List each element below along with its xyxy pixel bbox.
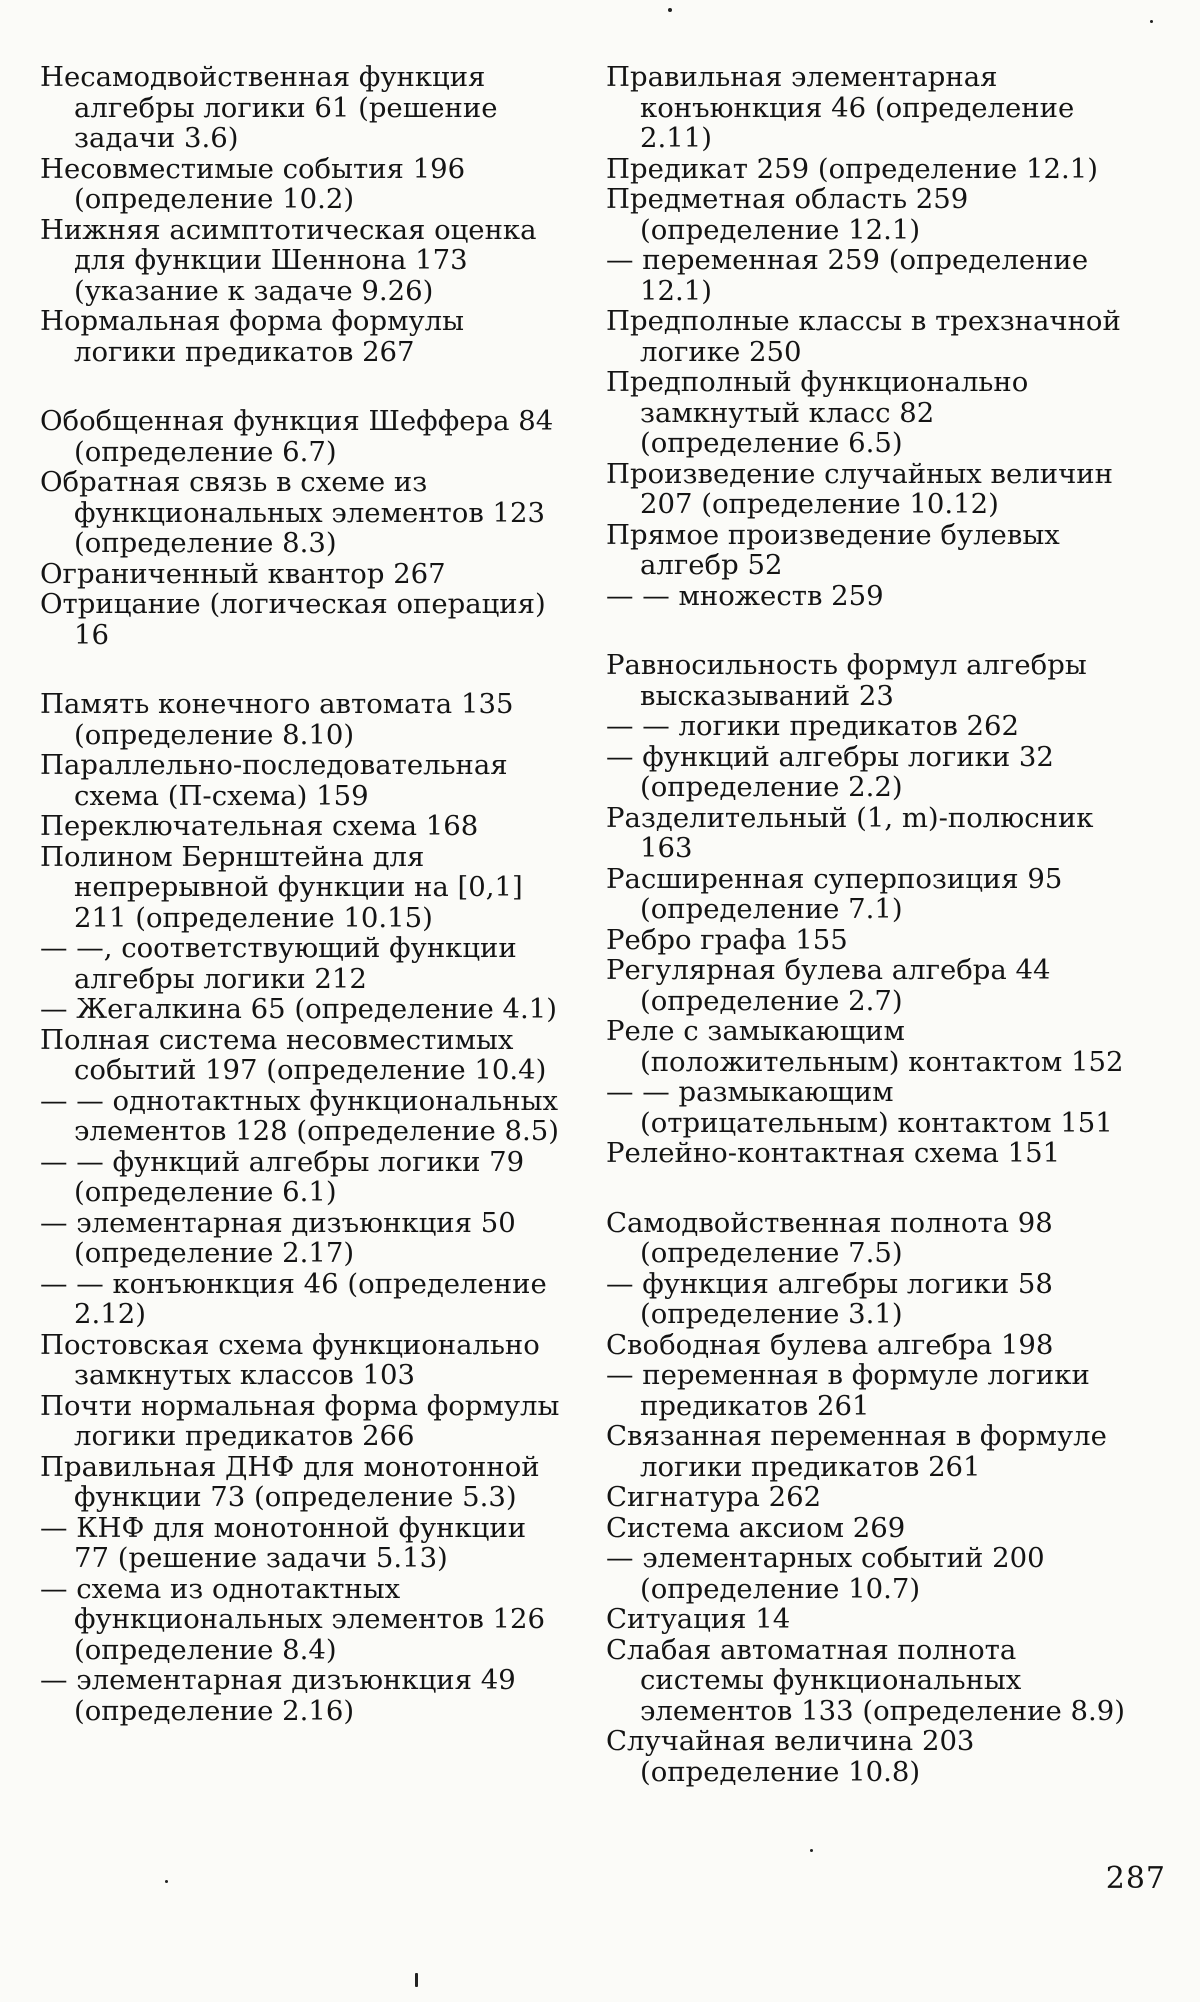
scan-speck [415, 1973, 418, 1987]
index-group [40, 62, 560, 367]
index-entry: Произведение случайных величин 207 (определение 10.12) [606, 457, 1113, 520]
index-entry: Разделительный (1, m)-полюсник 163 [606, 801, 1094, 864]
index-entry: — переменная 259 (определение 12.1) [606, 244, 1089, 307]
index-entry: Предполный функционально замкнутый класс 82 (определение 6.5) [606, 366, 1029, 459]
index-entry: — Жегалкина 65 (определение 4.1) [40, 993, 557, 1025]
index-entry: Память конечного автомата 135 (определение 8.10) [40, 688, 514, 751]
index-entry: — элементарных событий 200 (определение 10.7) [606, 1542, 1045, 1605]
right-column [606, 62, 1126, 1826]
index-entry: Самодвойственная полнота 98 (определение 7.5) [606, 1206, 1053, 1269]
index-entry: Отрицание (логическая операция) 16 [40, 588, 546, 651]
index-entry: Предметная область 259 (определение 12.1) [606, 183, 969, 246]
index-entry: Ребро графа 155 [606, 923, 848, 956]
index-entry: Параллельно-последовательная схема (П-схема) 159 [40, 749, 508, 812]
index-entry: — КНФ для монотонной функции 77 (решение задачи 5.13) [40, 1511, 527, 1574]
index-entry: Равносильность формул алгебры высказываний 23 [606, 649, 1087, 712]
index-entry: — — множеств 259 [606, 579, 884, 612]
scan-speck [1150, 20, 1153, 23]
index-entry: Правильная ДНФ для монотонной функции 73 (определение 5.3) [40, 1450, 540, 1513]
index-entry: Обобщенная функция Шеффера 84 (определение 6.7) [40, 405, 554, 468]
index-entry: — — функций алгебры логики 79 (определение 6.1) [40, 1145, 525, 1208]
index-entry: — — однотактных функциональных элементов 128 (определение 8.5) [40, 1084, 559, 1147]
index-group [606, 62, 1126, 611]
index-entry: Полная система несовместимых событий 197 (определение 10.4) [40, 1023, 547, 1086]
index-entry: Ситуация 14 [606, 1603, 791, 1635]
index-entry: Нижняя асимптотическая оценка для функции Шеннона 173 (указание к задаче 9.26) [40, 213, 537, 307]
index-entry: Регулярная булева алгебра 44 (определение 2.7) [606, 954, 1051, 1017]
index-entry: — переменная в формуле логики предикатов 261 [606, 1359, 1090, 1422]
index-entry: — элементарная дизъюнкция 49 (определение 2.16) [40, 1664, 516, 1727]
index-entry: Постовская схема функционально замкнутых классов 103 [40, 1328, 540, 1391]
index-entry: Обратная связь в схеме из функциональных элементов 123 (определение 8.3) [40, 466, 546, 559]
index-entry: — — логики предикатов 262 [606, 710, 1020, 742]
index-entry: — — размыкающим (отрицательным) контактом 151 [606, 1076, 1113, 1139]
index-entry: — —, соответствующий функции алгебры логики 212 [40, 932, 517, 995]
index-group [40, 406, 560, 650]
index-entry: — функций алгебры логики 32 (определение 2.2) [606, 740, 1054, 803]
page-number: 287 [1105, 1861, 1166, 1896]
scan-speck [165, 1880, 168, 1883]
index-entry: — функция алгебры логики 58 (определение 3.1) [606, 1267, 1053, 1330]
left-column [40, 62, 560, 1765]
index-entry: Несовместимые события 196 (определение 10.2) [40, 152, 466, 215]
index-entry: Ограниченный квантор 267 [40, 557, 446, 590]
index-entry: Почти нормальная форма формулы логики предикатов 266 [40, 1389, 560, 1452]
index-entry: Связанная переменная в формуле логики предикатов 261 [606, 1420, 1107, 1483]
index-entry: — элементарная дизъюнкция 50 (определение 2.17) [40, 1206, 516, 1269]
index-entry: Свободная булева алгебра 198 [606, 1328, 1054, 1361]
index-entry: Реле с замыкающим (положительным) контактом 152 [606, 1015, 1124, 1078]
index-entry: Нормальная форма формулы логики предикатов 267 [40, 305, 465, 368]
index-entry: Случайная величина 203 (определение 10.8) [606, 1725, 975, 1788]
index-entry: Несамодвойственная функция алгебры логики 61 (решение задачи 3.6) [40, 61, 498, 154]
index-entry: — схема из однотактных функциональных элементов 126 (определение 8.4) [40, 1572, 546, 1666]
index-entry: Сигнатура 262 [606, 1481, 822, 1513]
scan-speck [810, 1849, 813, 1852]
index-entry: Слабая автоматная полнота системы функциональных элементов 133 (определение 8.9) [606, 1633, 1125, 1727]
index-entry: Предполные классы в трехзначной логике 250 [606, 305, 1121, 368]
index-entry: Полином Бернштейна для непрерывной функции на [0,1] 211 (определение 10.15) [40, 840, 523, 934]
index-entry: Система аксиом 269 [606, 1511, 906, 1544]
index-group [606, 1208, 1126, 1788]
index-entry: Переключательная схема 168 [40, 810, 479, 842]
index-entry: Предикат 259 (определение 12.1) [606, 152, 1098, 185]
scan-speck [668, 8, 672, 12]
index-group [40, 689, 560, 1726]
index-entry: — — конъюнкция 46 (определение 2.12) [40, 1267, 547, 1330]
index-entry: Расширенная суперпозиция 95 (определение 7.1) [606, 862, 1063, 925]
index-entry: Прямое произведение булевых алгебр 52 [606, 518, 1060, 581]
index-entry: Правильная элементарная конъюнкция 46 (определение 2.11) [606, 61, 1075, 154]
index-group [606, 650, 1126, 1169]
index-entry: Релейно-контактная схема 151 [606, 1137, 1061, 1169]
